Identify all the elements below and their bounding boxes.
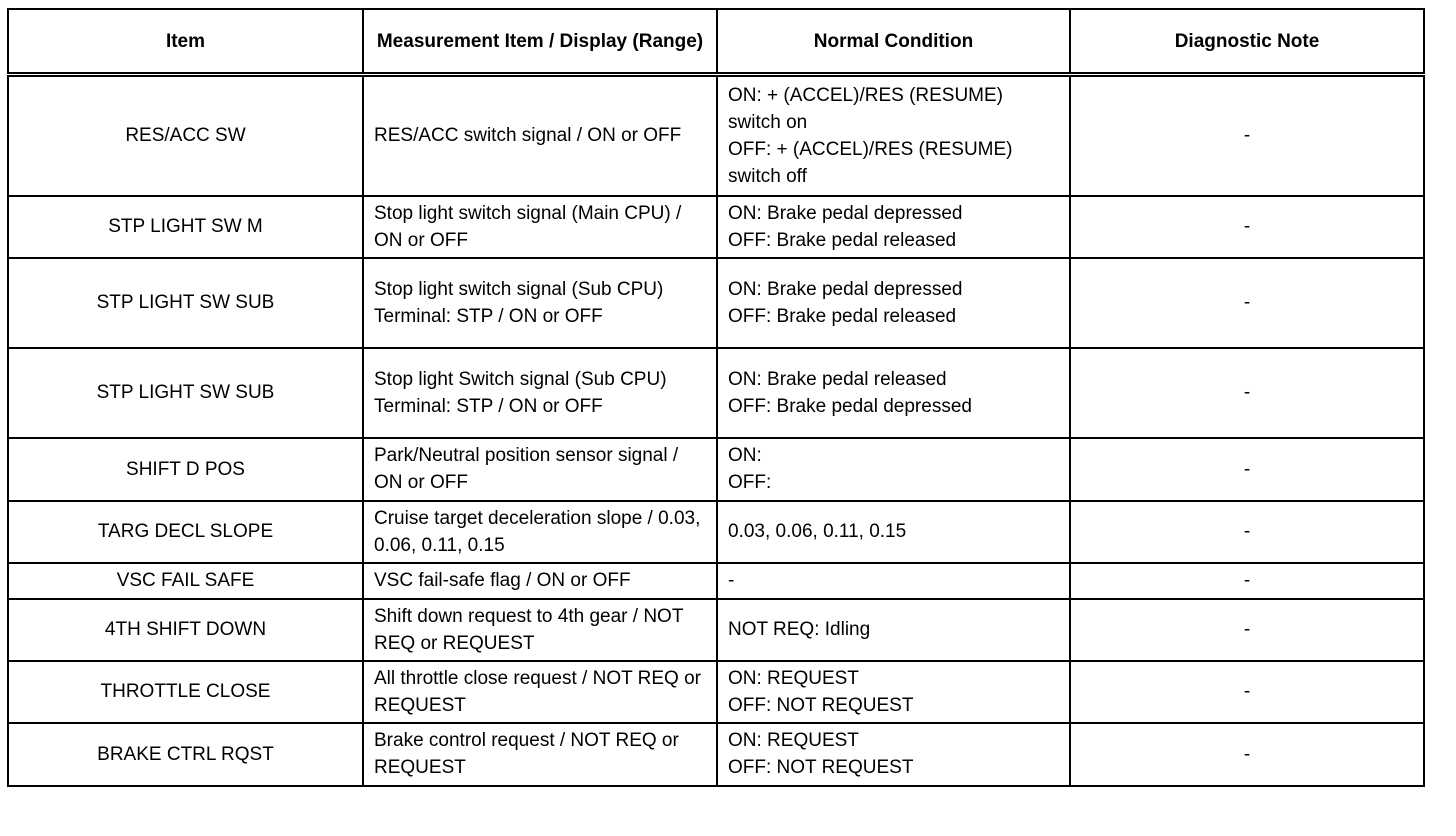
item-cell: RES/ACC SW xyxy=(8,75,363,196)
item-cell: BRAKE CTRL RQST xyxy=(8,723,363,786)
measurement-cell xyxy=(363,599,717,661)
normal-condition-cell xyxy=(717,75,1070,196)
normal-condition-cell xyxy=(717,563,1070,599)
normal-condition-line: ON: xyxy=(728,445,762,466)
diagnostic-note-cell: - xyxy=(1070,563,1424,599)
normal-condition-line: - xyxy=(728,570,735,591)
normal-condition-line: ON: Brake pedal depressed xyxy=(728,202,963,224)
item-cell: VSC FAIL SAFE xyxy=(8,563,363,599)
item-cell: STP LIGHT SW SUB xyxy=(8,348,363,438)
measurement-line: Stop light switch signal (Main CPU) / ON or OFF xyxy=(374,202,682,251)
header-row xyxy=(8,9,1424,75)
measurement-cell xyxy=(363,661,717,723)
measurement-line: Stop light Switch signal (Sub CPU) xyxy=(374,368,667,390)
diagnostic-note-cell: - xyxy=(1070,75,1424,196)
measurement-line: VSC fail-safe flag / ON or OFF xyxy=(374,570,631,591)
normal-condition-line: OFF: NOT REQUEST xyxy=(728,757,914,778)
table-row xyxy=(8,661,1424,723)
item-cell: TARG DECL SLOPE xyxy=(8,501,363,563)
normal-condition-line: OFF: + (ACCEL)/RES (RESUME) switch off xyxy=(728,138,1013,187)
normal-condition-line: OFF: xyxy=(728,472,772,493)
table-row xyxy=(8,348,1424,438)
measurement-cell xyxy=(363,563,717,599)
normal-condition-cell xyxy=(717,348,1070,438)
item-cell: 4TH SHIFT DOWN xyxy=(8,599,363,661)
normal-condition-line: NOT REQ: Idling xyxy=(728,619,871,640)
measurement-line: Terminal: STP / ON or OFF xyxy=(374,395,603,417)
item-cell: SHIFT D POS xyxy=(8,438,363,501)
table-row xyxy=(8,196,1424,258)
measurement-line: RES/ACC switch signal / ON or OFF xyxy=(374,125,682,147)
normal-condition-cell xyxy=(717,196,1070,258)
diagnostic-note-cell: - xyxy=(1070,438,1424,501)
table-row xyxy=(8,75,1424,196)
measurement-line: Shift down request to 4th gear / NOT REQ or REQUEST xyxy=(374,605,684,654)
normal-condition-line: OFF: NOT REQUEST xyxy=(728,694,914,716)
header-item: Item xyxy=(8,9,363,75)
normal-condition-cell xyxy=(717,661,1070,723)
measurement-cell xyxy=(363,348,717,438)
normal-condition-line: ON: Brake pedal depressed xyxy=(728,278,963,300)
normal-condition-cell xyxy=(717,258,1070,348)
diagnostic-note-cell: - xyxy=(1070,501,1424,563)
diagnostic-note-cell: - xyxy=(1070,661,1424,723)
normal-condition-line: OFF: Brake pedal depressed xyxy=(728,395,972,417)
normal-condition-line: 0.03, 0.06, 0.11, 0.15 xyxy=(728,521,907,542)
measurement-line: Brake control request / NOT REQ or REQUEST xyxy=(374,730,679,778)
header-normal-condition: Normal Condition xyxy=(717,9,1070,75)
measurement-cell xyxy=(363,723,717,786)
normal-condition-line: ON: REQUEST xyxy=(728,667,859,689)
measurement-line: All throttle close request / NOT REQ or REQUEST xyxy=(374,667,701,716)
table-row xyxy=(8,599,1424,661)
table-row xyxy=(8,501,1424,563)
measurement-line: Terminal: STP / ON or OFF xyxy=(374,305,603,327)
measurement-line: Park/Neutral position sensor signal / ON or OFF xyxy=(374,445,679,493)
normal-condition-line: ON: Brake pedal released xyxy=(728,368,947,390)
item-cell: THROTTLE CLOSE xyxy=(8,661,363,723)
diagnostic-note-cell: - xyxy=(1070,196,1424,258)
measurement-cell xyxy=(363,501,717,563)
normal-condition-cell xyxy=(717,723,1070,786)
table-row xyxy=(8,723,1424,786)
measurement-cell xyxy=(363,258,717,348)
diagnostic-note-cell: - xyxy=(1070,723,1424,786)
normal-condition-cell xyxy=(717,438,1070,501)
measurement-line: Cruise target deceleration slope / 0.03, 0.06, 0.11, 0.15 xyxy=(374,507,701,556)
normal-condition-line: ON: + (ACCEL)/RES (RESUME) switch on xyxy=(728,84,1004,133)
table-row xyxy=(8,438,1424,501)
normal-condition-line: ON: REQUEST xyxy=(728,730,859,751)
measurement-line: Stop light switch signal (Sub CPU) xyxy=(374,278,664,300)
data-list-table xyxy=(7,8,1425,787)
measurement-cell xyxy=(363,196,717,258)
header-diagnostic-note: Diagnostic Note xyxy=(1070,9,1424,75)
item-cell: STP LIGHT SW M xyxy=(8,196,363,258)
normal-condition-line: OFF: Brake pedal released xyxy=(728,305,957,327)
header-measurement: Measurement Item / Display (Range) xyxy=(363,9,717,75)
normal-condition-line: OFF: Brake pedal released xyxy=(728,229,957,251)
diagnostic-note-cell: - xyxy=(1070,599,1424,661)
table-row xyxy=(8,563,1424,599)
diagnostic-note-cell: - xyxy=(1070,258,1424,348)
measurement-cell xyxy=(363,75,717,196)
measurement-cell xyxy=(363,438,717,501)
table-row xyxy=(8,258,1424,348)
normal-condition-cell xyxy=(717,599,1070,661)
normal-condition-cell xyxy=(717,501,1070,563)
item-cell: STP LIGHT SW SUB xyxy=(8,258,363,348)
diagnostic-note-cell: - xyxy=(1070,348,1424,438)
